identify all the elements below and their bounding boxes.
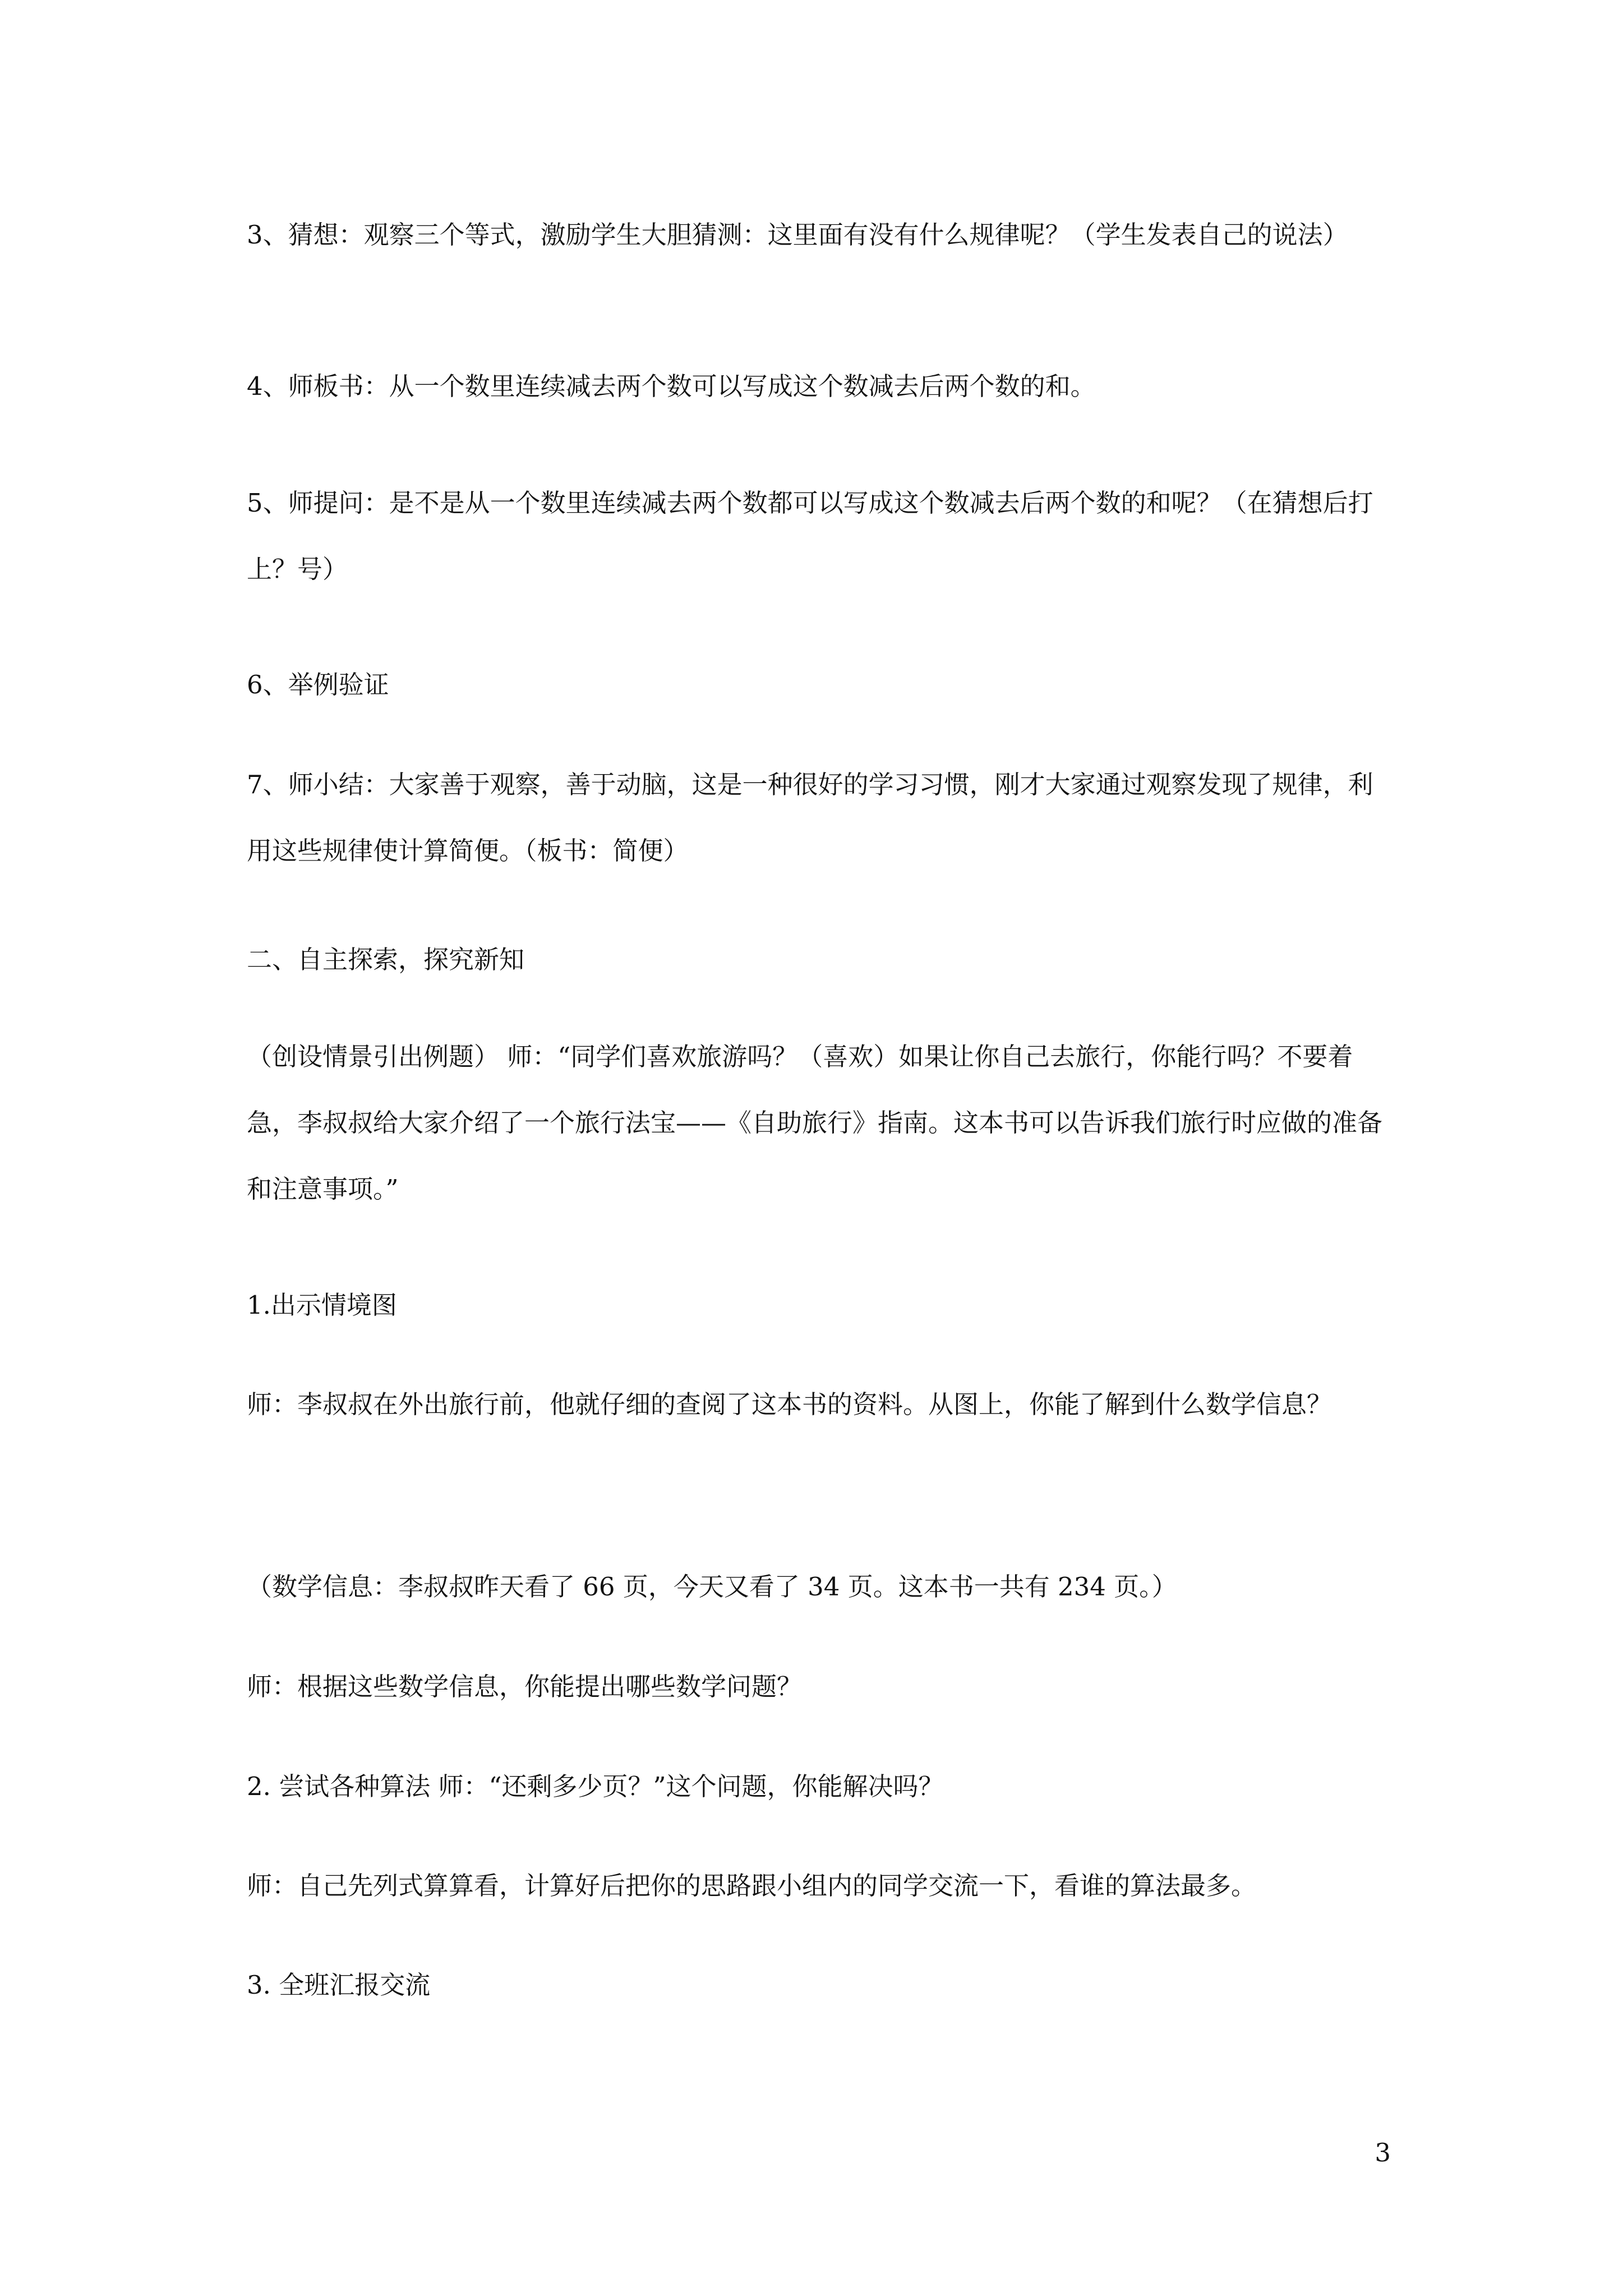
paragraph-example-verification: 6、举例验证 [247,670,389,700]
page-number: 3 [1375,2138,1391,2168]
paragraph-teacher-question: 5、师提问：是不是从一个数里连续减去两个数都可以写成这个数减去后两个数的和呢？（在猜想后打上？号） [247,488,1373,584]
paragraph-scenario-intro: （创设情景引出例题） 师：“同学们喜欢旅游吗？（喜欢）如果让你自己去旅行，你能行吗？不要着急，李叔叔给大家介绍了一个旅行法宝——《自助旅行》指南。这本书可以告诉我们旅行时应做的准备和注意事项。” [247,1042,1383,1204]
paragraph-board-writing: 4、师板书：从一个数里连续减去两个数可以写成这个数减去后两个数的和。 [247,371,1096,401]
paragraph-show-scene: 1.出示情境图 [247,1290,397,1320]
paragraph-math-info: （数学信息：李叔叔昨天看了 66 页，今天又看了 34 页。这本书一共有 234 页。） [247,1572,1177,1602]
paragraph-teacher-calc: 师：自己先列式算算看，计算好后把你的思路跟小组内的同学交流一下，看谁的算法最多。 [247,1871,1257,1901]
paragraph-teacher-problems: 师：根据这些数学信息，你能提出哪些数学问题？ [247,1672,803,1701]
paragraph-guess: 3、猜想：观察三个等式，激励学生大胆猜测：这里面有没有什么规律呢？（学生发表自己的说法） [247,220,1348,250]
section-heading-explore: 二、自主探索，探究新知 [247,945,525,974]
paragraph-try-methods: 2. 尝试各种算法 师：“还剩多少页？”这个问题，你能解决吗？ [247,1772,944,1801]
paragraph-teacher-summary: 7、师小结：大家善于观察，善于动脑，这是一种很好的学习习惯，刚才大家通过观察发现了规律，利用这些规律使计算简便。（板书：简便） [247,770,1373,866]
paragraph-class-report: 3. 全班汇报交流 [247,1970,431,2000]
paragraph-teacher-info: 师：李叔叔在外出旅行前，他就仔细的查阅了这本书的资料。从图上，你能了解到什么数学信息？ [247,1389,1332,1419]
